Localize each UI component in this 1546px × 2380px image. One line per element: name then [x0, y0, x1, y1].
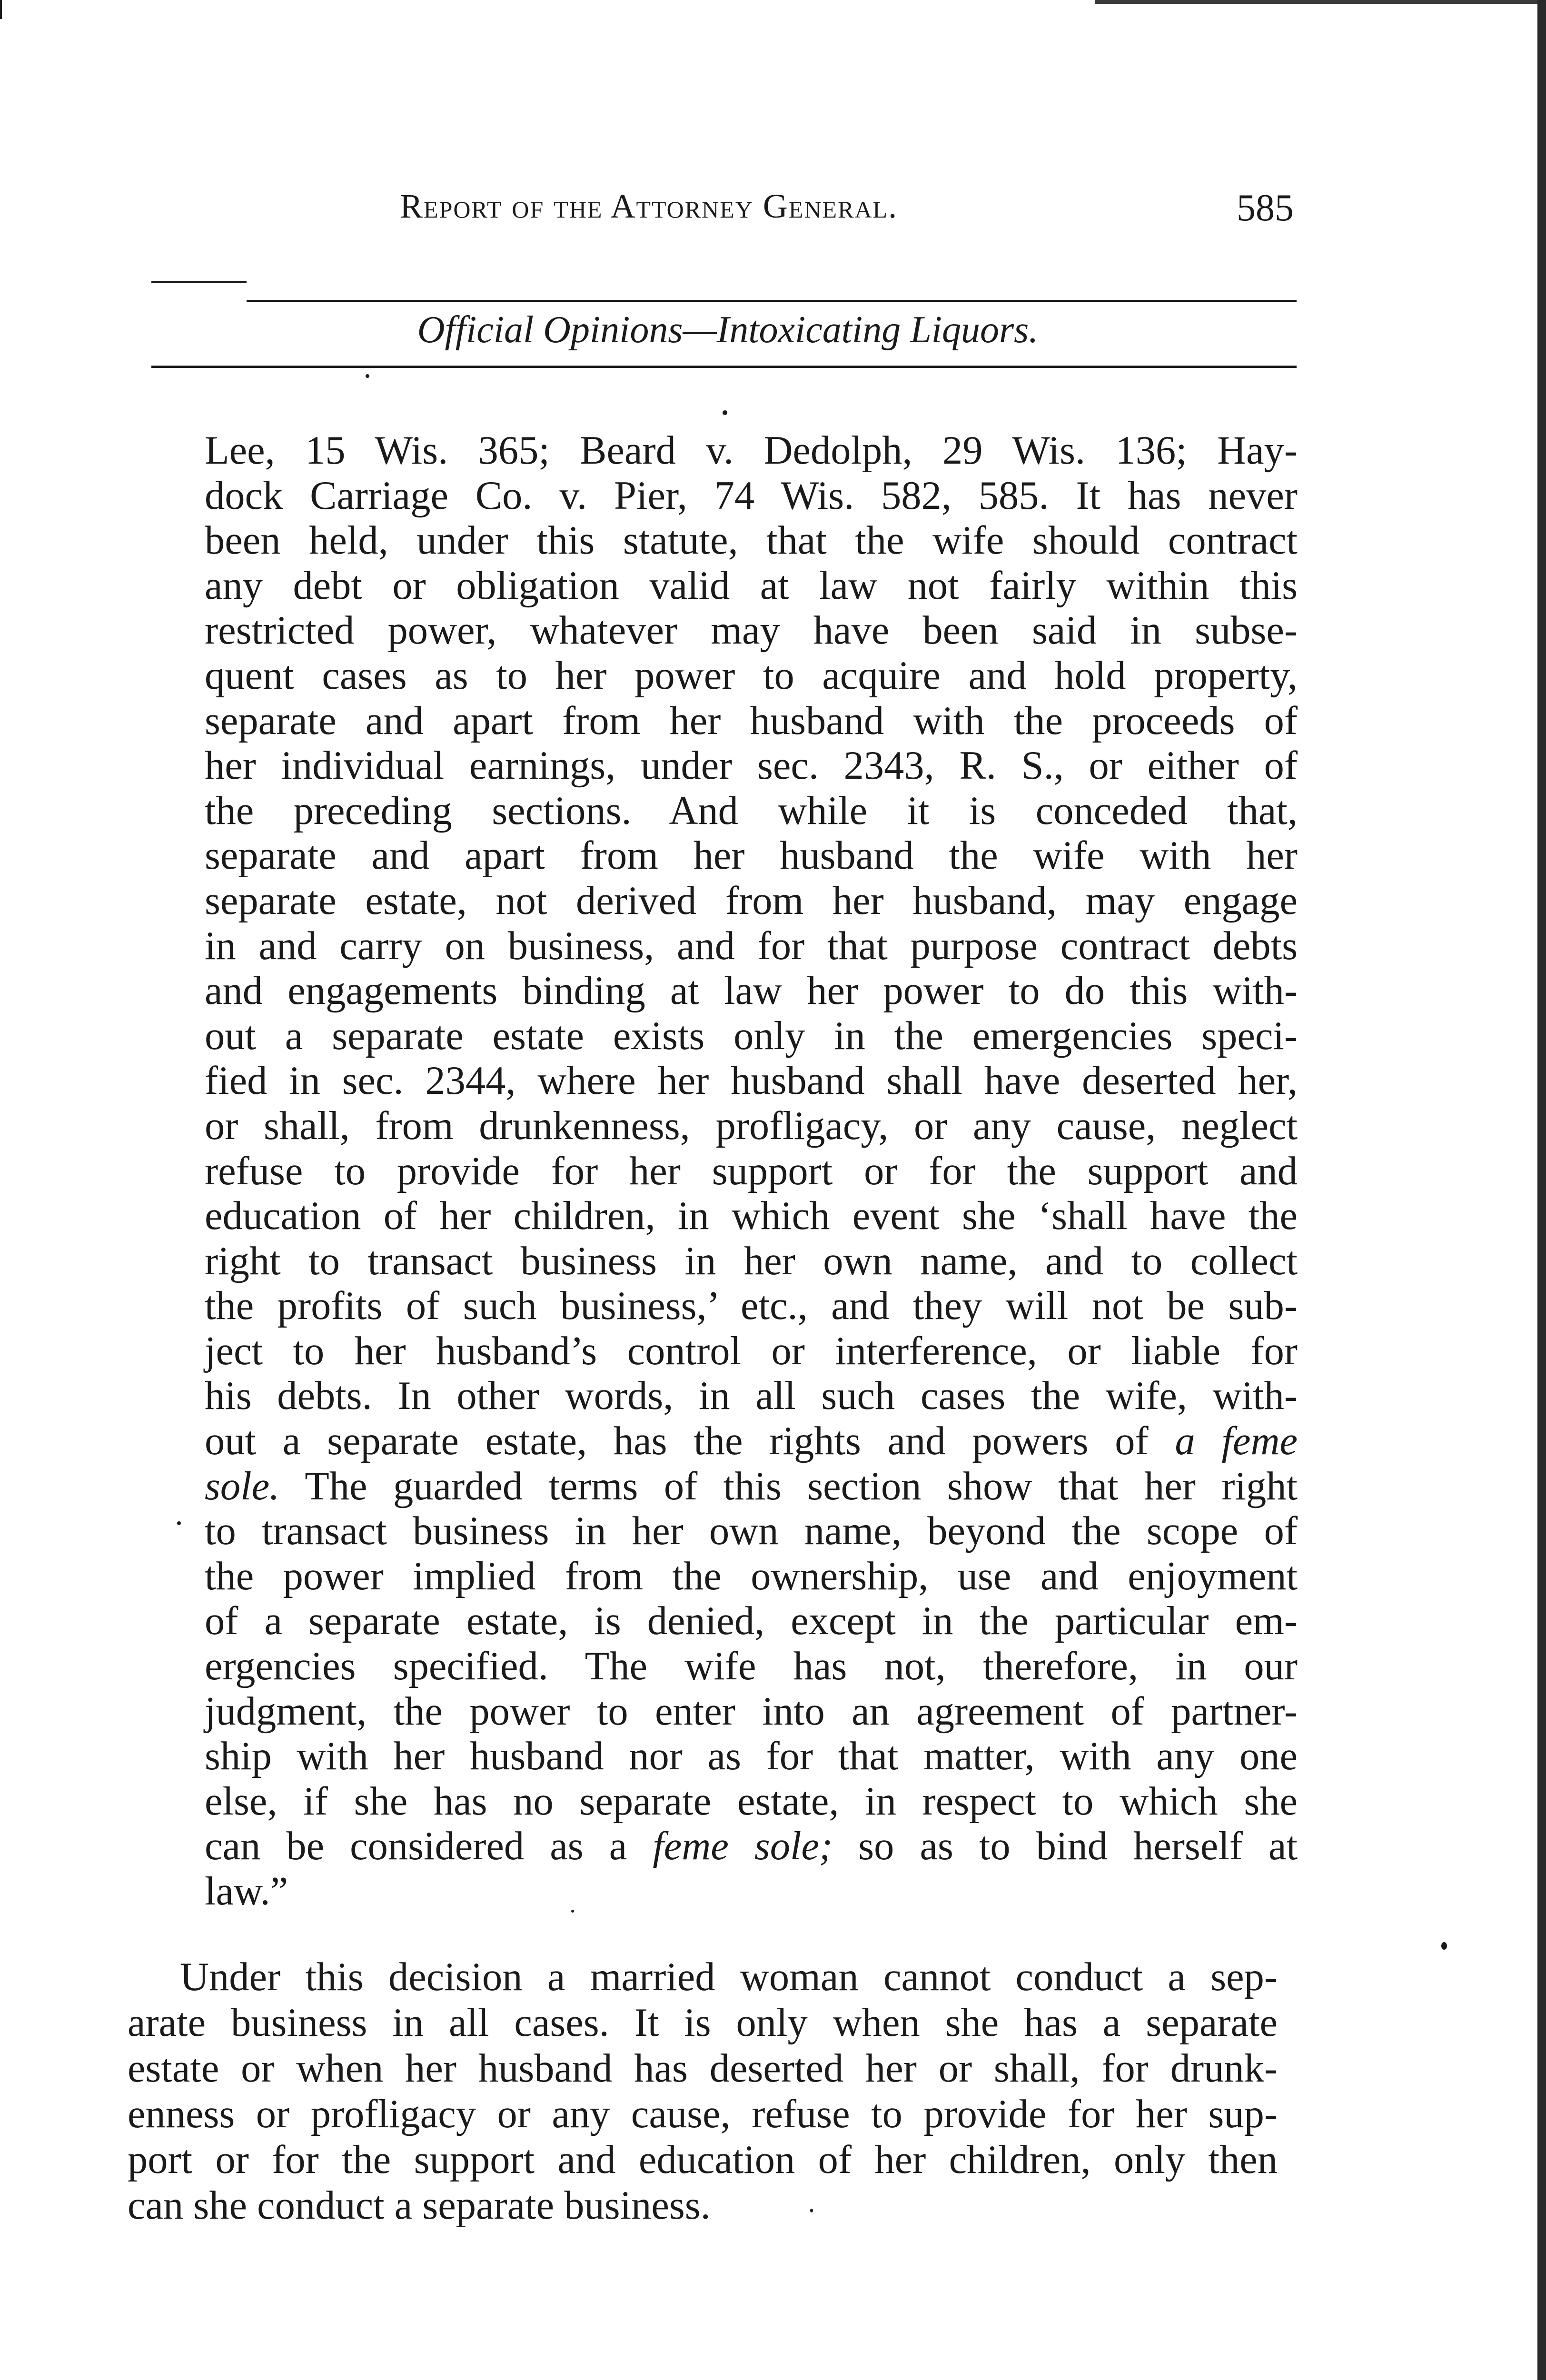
quote-line: education of her children, in which event she ‘shall have the — [205, 1194, 1298, 1239]
quote-line — [205, 1419, 1298, 1464]
quote-line: law.” — [205, 1869, 288, 1914]
rule-top — [247, 300, 1297, 302]
quote-line-text: so as to bind herself at — [858, 1824, 1298, 1869]
quote-line: the preceding sections. And while it is conceded that, — [205, 788, 1298, 833]
print-speck — [723, 410, 727, 415]
quote-line: judgment, the power to enter into an agreement of partner- — [205, 1689, 1298, 1734]
quote-line: his debts. In other words, in all such cases the wife, with- — [205, 1374, 1298, 1418]
quote-line-text: out a separate estate, has the rights and powers of — [205, 1419, 1149, 1464]
paragraph-line: can she conduct a separate business. — [128, 2183, 711, 2228]
paragraph-line: port or for the support and education of her children, only then — [128, 2138, 1278, 2182]
quote-line: quent cases as to her power to acquire and hold property, — [205, 653, 1298, 698]
quote-line: separate and apart from her husband the wife with her — [205, 833, 1298, 878]
quote-line: fied in sec. 2344, where her husband shall have deserted her, — [205, 1059, 1298, 1103]
paragraph-line: estate or when her husband has deserted her or shall, for drunk- — [128, 2046, 1278, 2091]
quote-line: the power implied from the ownership, use and enjoyment — [205, 1554, 1298, 1598]
quote-line-text: The guarded terms of this section show that her right — [305, 1464, 1298, 1508]
rule-bottom — [151, 366, 1297, 368]
quote-line: or shall, from drunkenness, profligacy, or any cause, neglect — [205, 1103, 1298, 1148]
print-speck — [366, 374, 369, 378]
rule-top-left — [151, 281, 247, 283]
body-paragraph — [128, 1954, 1278, 2229]
quote-line: separate estate, not derived from her husband, may engage — [205, 878, 1298, 923]
quote-line: of a separate estate, is denied, except in the particular em- — [205, 1599, 1298, 1644]
quote-line: separate and apart from her husband with the proceeds of — [205, 698, 1298, 743]
scan-edge-right — [1537, 0, 1546, 2380]
feme-sole-italic: a feme — [1175, 1419, 1298, 1464]
quote-line: dock Carriage Co. v. Pier, 74 Wis. 582, 585. It has never — [205, 473, 1298, 518]
quote-line: else, if she has no separate estate, in respect to which she — [205, 1779, 1298, 1824]
quote-line: refuse to provide for her support or for the support and — [205, 1149, 1298, 1193]
print-speck — [810, 2209, 813, 2212]
quote-line: ship with her husband nor as for that matter, with any one — [205, 1734, 1298, 1779]
print-speck — [571, 1910, 574, 1913]
print-speck — [177, 1521, 181, 1525]
page-number: 585 — [1237, 187, 1294, 229]
quote-line: any debt or obligation valid at law not fairly within this — [205, 563, 1298, 608]
quote-line: the profits of such business,’ etc., and they will not be sub- — [205, 1284, 1298, 1329]
quote-line: out a separate estate exists only in the emergencies speci- — [205, 1013, 1298, 1058]
quoted-opinion — [205, 428, 1298, 1914]
feme-sole-italic: feme sole; — [653, 1824, 833, 1869]
paragraph-line: enness or profligacy or any cause, refuse to provide for her sup- — [128, 2092, 1278, 2136]
quote-line: been held, under this statute, that the wife should contract — [205, 518, 1298, 563]
quote-line: Lee, 15 Wis. 365; Beard v. Dedolph, 29 Wis. 136; Hay- — [205, 428, 1298, 473]
paragraph-line: arate business in all cases. It is only when she has a separate — [128, 2001, 1278, 2045]
quote-line: her individual earnings, under sec. 2343, R. S., or either of — [205, 744, 1298, 788]
quote-line: in and carry on business, and for that purpose contract debts — [205, 923, 1298, 968]
quote-line: right to transact business in her own name, and to collect — [205, 1239, 1298, 1283]
quote-line-text: can be considered as a — [205, 1824, 627, 1869]
quote-line: to transact business in her own name, beyond the scope of — [205, 1509, 1298, 1554]
quote-line: ject to her husband’s control or interference, or liable for — [205, 1329, 1298, 1373]
paragraph-line: Under this decision a married woman cannot conduct a sep- — [180, 1955, 1278, 1999]
scan-edge-top — [1095, 0, 1546, 4]
print-speck — [1441, 1942, 1447, 1950]
running-head: Report of the Attorney General. — [400, 187, 898, 225]
quote-line: and engagements binding at law her power to do this with- — [205, 969, 1298, 1013]
quote-line — [205, 1464, 1298, 1509]
rule-top-join — [0, 0, 2, 19]
quote-line: ergencies specified. The wife has not, therefore, in our — [205, 1644, 1298, 1689]
quote-line — [205, 1824, 1298, 1869]
sole-italic: sole. — [205, 1464, 280, 1508]
quote-line: restricted power, whatever may have been said in subse- — [205, 608, 1298, 653]
section-title: Official Opinions—Intoxicating Liquors. — [417, 309, 1039, 351]
